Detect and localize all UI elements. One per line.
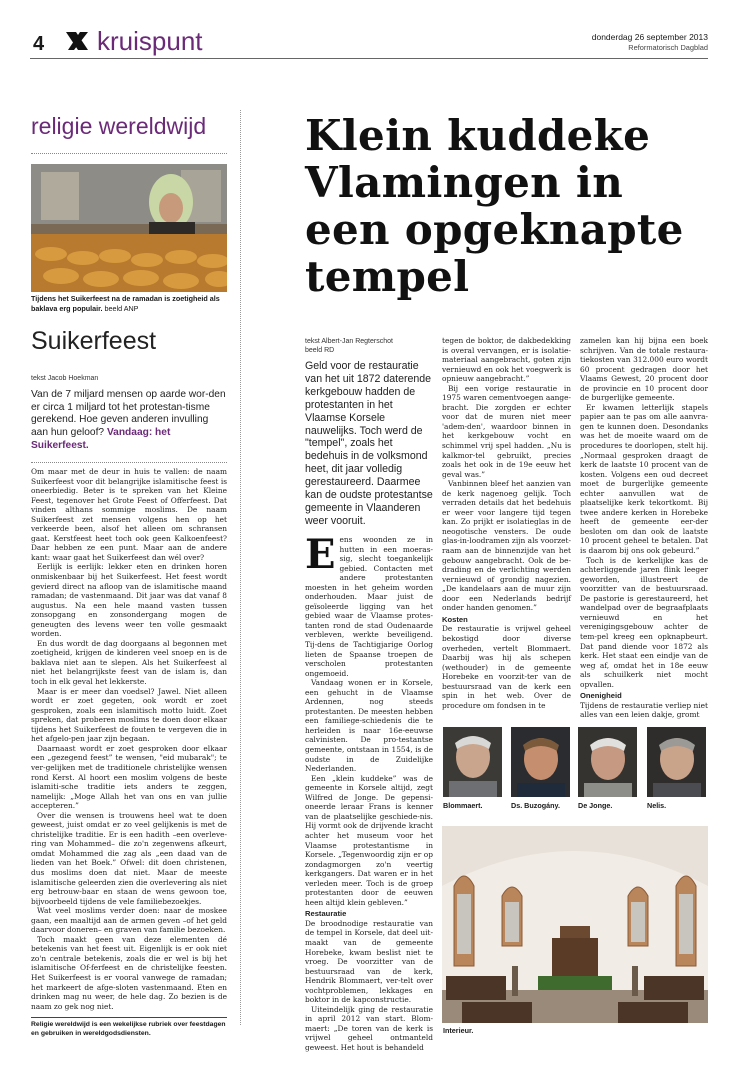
sidebar-title: Suikerfeest <box>31 327 157 355</box>
article-paragraph: Er kwamen letterlijk stapels papier aan te pas om alle aanvra-gen te kunnen doen. Desondanks was het de moeite waard om de procedures te doorlopen, stelt hij. „Normaal gesproken draagt de kerk de laatste 10 procent van de kosten. Volgens een oud decreet moet de burgerlijke gemeente echter aanvullen wat de plaatselijke kerk tekortkomt. Bij twee andere kerken in Horebeke heeft de gemeente eer-der besloten om dan ook de laatste 10 procent geheel te betalen. Dat is daarom bij ons ook gebeurd.” <box>580 402 708 556</box>
photo-caption <box>31 294 231 313</box>
portrait-caption: Nelis. <box>647 801 667 810</box>
article-column-2 <box>442 336 571 710</box>
portrait-caption: De Jonge. <box>578 801 613 810</box>
page-number: 4 <box>33 33 45 55</box>
sidebar-paragraph: Daarnaast wordt er zoet gesproken door elkaar een „gezegend feest” te wensen, "eid mubarak"; te ver-gelijken met de traditionele christelijke wensen rond Kerst. Al hoort een moslim volgens de beste islamiti-sche traditie iets anders te zeggen, namelijk: „Moge Allah het van ons en van jullie accepteren.” <box>31 743 227 811</box>
portrait-blommaert <box>443 727 502 797</box>
portrait-caption: Ds. Buzogány. <box>511 801 560 810</box>
article-paragraph: Uiteindelijk ging de restauratie in april 2012 van start. Blom-maert: „De toren van de kerk is vrijwel geheel ontmanteld geweest. Het hout is behandeld <box>305 1004 433 1052</box>
rubric-divider <box>31 153 227 154</box>
footer-rule <box>31 1017 227 1018</box>
newspaper-name: Reformatorisch Dagblad <box>628 43 708 52</box>
sidebar-paragraph: Maar is er meer dan voedsel? Jawel. Niet alleen wordt er zoet gegeten, ook wordt er zoet gesproken, zoals een islamitisch motto luidt. Zoet spreken, dat proberen moslims te doen door elkaar tijdens het Suikerfeest de fouten te vergeven die in het afgelo-pen jaar zijn begaan. <box>31 686 227 744</box>
article-paragraph: zamelen kan hij bijna een boek schrijven. Van de totale restaura-tiekosten van 312.000 euro wordt 60 procent gedragen door het Vlaams Gewest, 20 procent door de provincie en 10 procent door de burgerlijke gemeente. <box>580 336 708 403</box>
article-paragraph: De broodnodige restauratie van de tempel in Korsele, dat deel uit-maakt van de gemeente Horebeke, kwam beslist niet te vroeg. De voorzitter van de bestuursraad van de kerk, Hendrik Blommaert, ver-telt over vochtproblemen, lekkages en boktor in de kapconstructie. <box>305 918 433 1005</box>
rubric-footer-note: Religie wereldwijd is een wekelijkse rubriek over feestdagen en gebruiken in wereldgodsdiensten. <box>31 1021 226 1037</box>
subheading-restauratie: Restauratie <box>305 909 347 919</box>
column-separator <box>240 110 241 1025</box>
photo-credit: beeld ANP <box>104 303 139 313</box>
sidebar-paragraph: Om maar met de deur in huis te vallen: de naam Suikerfeest voor dit belangrijke islamitische feest is oneerbiedig. Beter is te spreken van het Kleine Feest, tegenover het Grote Feest of Offerfeest. Dat vinden althans sommige moslims. De naam Suikerfeest zet mensen volgens hen op het verkeerde been, alsof het alleen om schransen gaat. Kerstfeest heet toch ook geen Kalkoenfeest? Daar hebben ze een punt. Maar aan de andere kant: waar gaat het Suikerfeest dan wél over? <box>31 467 227 562</box>
sidebar-intro <box>31 389 227 453</box>
intro-divider <box>31 462 227 463</box>
article-headline: Klein kuddeke Vlamingen in een opgeknapte tempel <box>305 111 684 301</box>
church-interior-photo <box>442 826 708 1023</box>
rubric-title: religie wereldwijd <box>31 113 207 139</box>
interior-caption: Interieur. <box>443 1026 474 1035</box>
article-byline-text: tekst Albert-Jan Regterschot <box>305 338 393 345</box>
sidebar-intro-text: Van de 7 miljard mensen op aarde wor-den er circa 1 miljard tot het protestan-tisme gerekend. Hoe geven anderen invulling aan hun geloof? <box>31 389 226 439</box>
portrait-nelis <box>647 727 706 797</box>
subheading-kosten: Kosten <box>442 614 468 624</box>
article-paragraph: Vanbinnen bleef het aanzien van de kerk nagenoeg gelijk. Toch verraden details dat het bedehuis er weer voor langere tijd tegen kan. Zo prijkt er isolatieglas in de neogotische vensters. De oude glas-in-loodramen zijn als voorzet-raam aan de binnenzijde van het gebouw aangebracht. Ook de be-drading en de verlichting werden vernieuwd of grondig nagezien. „De kandelaars aan de muur zijn door een Nederlands bedrijf onder handen genomen.” <box>442 479 571 613</box>
baklava-photo <box>31 164 227 292</box>
article-paragraph: Vandaag wonen er in Korsele, een gehucht in de Vlaamse Ardennen, nog steeds protestanten. De meesten hebben een familiege-schiedenis die te herleiden is naar 16e-eeuwse calvinisten. De pro-testantse gemeente, ontstaan in 1554, is de oudste in de Zuidelijke Nederlanden. <box>305 678 433 774</box>
portrait-de-jonge <box>578 727 637 797</box>
sidebar-paragraph: Eerlijk is eerlijk: lekker eten en drinken horen onmiskenbaar bij het Suikerfeest. Het feest wordt gevierd direct na afloop van de islamitische maand ramadan; de vastenmaand. Dit jaar was dat vanaf 8 augustus. Na een hele maand vasten tussen zonsopgang en zonsondergang mogen de geneugten des levens weer ten volle gesmaakt worden. <box>31 562 227 639</box>
sidebar-body <box>31 467 227 1011</box>
sidebar-paragraph: Over die wensen is trouwens heel wat te doen geweest, juist omdat er zo veel gelijkenis is met de christelijke traditie. Er is een hadith –een overleve-ring van Mohammed– die zo'n zegenwens afkeurt, omdat Mohammed die zag als „een daad van de lieden van het Boek.” Ofwel: dit doen christenen, dus moslims doen dat niet. Maar de meeste islamitische geleerden zien die overlevering als niet erg betrouw-baar en staan de wens gewoon toe, bijvoorbeeld tijdens de vele familiebezoekjes. <box>31 810 227 906</box>
kruispunt-logo-icon <box>64 30 90 52</box>
drop-cap: E <box>305 531 336 578</box>
article-lead: Geld voor de restauratie van het uit 1872 daterende kerkgebouw hadden de protestanten in het Vlaamse Korsele nauwelijks. Toch werd de "tempel", zoals het bedehuis in de volksmond heet, dit jaar volledig gerestaureerd. Daarmee kan de oudste protestantse gemeente in Vlaanderen weer vooruit. <box>305 360 433 527</box>
photo-caption-text: Tijdens het Suikerfeest na de ramadan is zoetigheid als baklava erg populair. <box>31 294 220 313</box>
article-byline-image: beeld RD <box>305 347 335 354</box>
sidebar-paragraph: Toch maakt geen van deze elementen dé betekenis van het feest uit. Eigenlijk is er ook niet zo'n centrale betekenis, zoals die er wel is bij het islamitische Of-ferfeest en de christelijke feesten. Het Suikerfeest is er vooral vanwege de ramadan; het markeert de afge-sloten vastenmaand. Eten en drinken mag nu weer, de hele dag. Zo bezien is de naam zo gek nog niet. <box>31 934 227 1011</box>
article-paragraph: Een „klein kuddeke” was de gemeente in Korsele altijd, zegt Wilfred de Jonge. De gepensi-oneerde leraar Frans is kenner van de plaatselijke geschiede-nis. Hij vormt ook de drijvende kracht achter het museum voor het Vlaamse protestantisme in Korsele. „Tegenwoordig zijn er op zondagmorgen zo'n veertig kerkgangers. Dat waren er in het verleden meer. Toch is de groep protestanten door de eeuwen heen altijd klein gebleven.” <box>305 773 433 907</box>
sidebar-byline: tekst Jacob Hoekman <box>31 375 99 382</box>
issue-date: donderdag 26 september 2013 <box>591 32 708 42</box>
article-paragraph: Toch is de kerkelijke kas de achterliggende jaren flink leeger geworden, illustreert de voorzitter van de bestuursraad. De pastorie is gerestaureerd, het wandelpad over de begraafplaats vernieuwd en het verenigingsgebouw achter de tem-pel kreeg een opknapbeurt. Dat pand diende voor 1872 als kerk. Het staat een eindje van de weg af, omdat het in 18e eeuw als schuilkerk niet mocht opvallen. <box>580 555 708 689</box>
article-paragraph: Tijdens de restauratie verliep niet alles van een leien dakje, gromt <box>580 700 708 720</box>
sidebar-paragraph: En dus wordt de dag doorgaans al begonnen met zoetigheid, krijgen de kinderen veel snoep en is de baklava niet aan te slepen. Als het Suikerfeest al niet het belangrijkste feest van de islam is, dan toch in elk geval het lekkerste. <box>31 638 227 687</box>
article-column-3 <box>580 336 708 720</box>
article-paragraph: tegen de boktor, de dakbedekking is overal vervangen, er is isolatie-materiaal aangebracht, goten zijn vernieuwd en ook het voegwerk is opnieuw aangebracht.” <box>442 336 571 384</box>
header-rule <box>30 58 708 59</box>
portrait-buzogany <box>511 727 570 797</box>
sidebar-paragraph: Wat veel moslims verder doen: naar de moskee gaan, een maaltijd aan de armen geven –of het geld daarvoor doneren– en graven van familie bezoeken. <box>31 906 227 935</box>
sidebar-intro-highlight: Vandaag: het Suikerfeest. <box>31 427 171 451</box>
article-column-1 <box>305 531 433 1053</box>
article-paragraph: Bij een vorige restauratie in 1975 waren cementvoegen aange-bracht. Die zorgden er echter voor dat de muren niet meer 'adem-den', waardoor binnen in het kerkgebouw vocht en schimmel vrij spel hadden. „Nu is kalkmor-tel gebruikt, precies zoals het ook in de 19e eeuw het geval was.” <box>442 383 571 479</box>
subheading-onenigheid: Onenigheid <box>580 691 622 701</box>
section-title: kruispunt <box>97 26 203 56</box>
portrait-caption: Blommaert. <box>443 801 483 810</box>
article-paragraph: De restauratie is vrijwel geheel bekostigd door diverse overheden, vertelt Blommaert. Daarbij was hij als schepen (wethouder) in de gemeente Horebeke en voorzit-ter van de bestuursraad van de kerk een spin in het web. Over de procedure om fondsen in te <box>442 624 571 710</box>
article-paragraph: ens woonden ze in hutten in een moeras-sig, slecht toegankelijk gebied. Contacten met andere protestanten moesten in het geheim worden onderhouden. Maar juist de geïsoleerde ligging van het gebied waar de Vlaamse protes-tanten rond de stad Oudenaarde verbleven, werkte beveiligend. Tij-dens de Tachtigjarige Oorlog lieten de Spaanse troepen de verscholen protestanten ongemoeid. <box>305 535 433 678</box>
